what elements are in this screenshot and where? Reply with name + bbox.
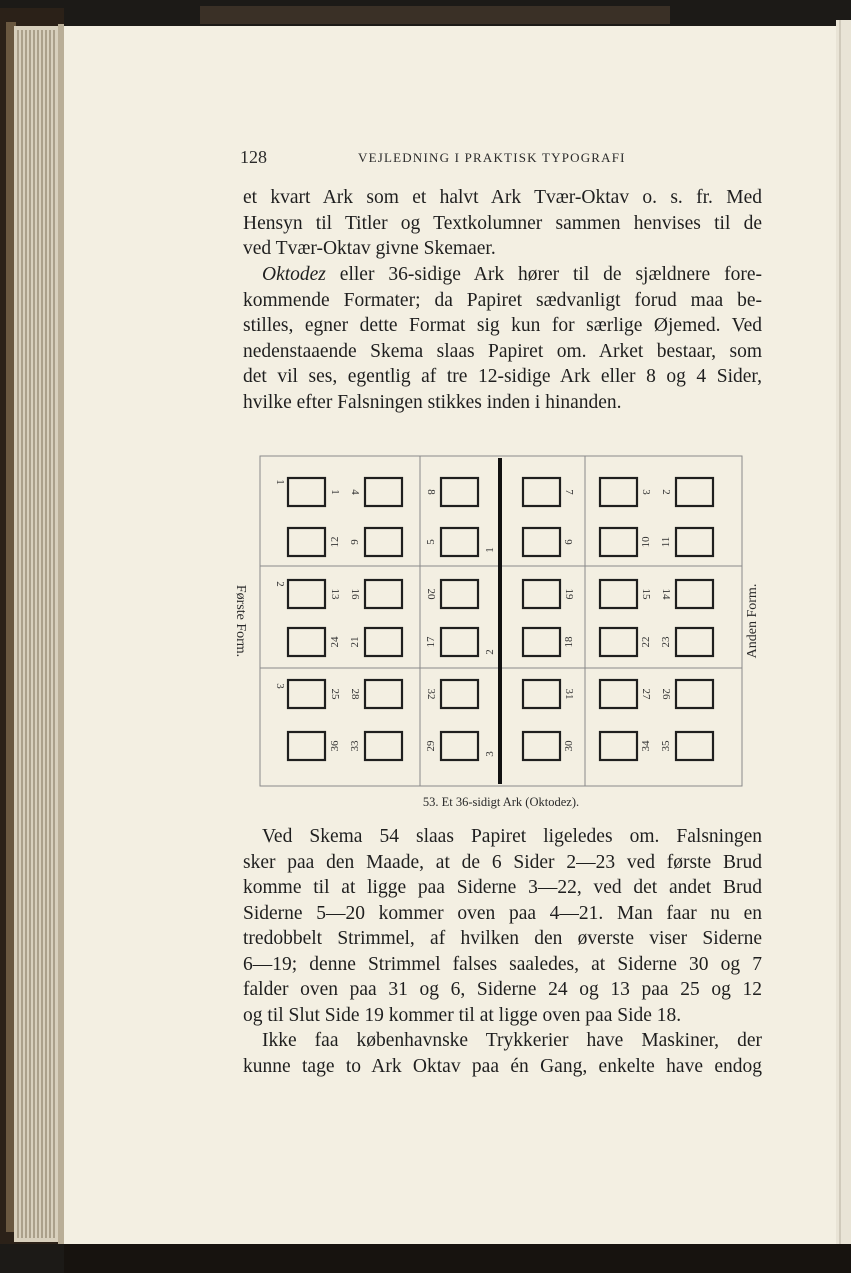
page-box bbox=[441, 732, 478, 760]
page-number-label: 7 bbox=[563, 489, 575, 495]
page-number-label: 8 bbox=[425, 489, 437, 495]
page-number-label: 5 bbox=[425, 539, 437, 545]
page-number-label: 34 bbox=[640, 740, 652, 752]
text-line: stilles, egner dette Format sig kun for særlige Øjemed. Ved bbox=[243, 315, 762, 336]
page-box bbox=[600, 528, 637, 556]
page-number-label: 30 bbox=[563, 740, 575, 752]
page-box bbox=[676, 732, 713, 760]
page-number-label: 12 bbox=[329, 536, 341, 548]
signature-number: 2 bbox=[484, 649, 496, 655]
page-number-label: 19 bbox=[563, 588, 575, 600]
page-box bbox=[523, 732, 560, 760]
page-box bbox=[600, 628, 637, 656]
page-number-label: 9 bbox=[349, 539, 361, 545]
page-box bbox=[365, 528, 402, 556]
signature-number: 3 bbox=[484, 751, 496, 757]
page-number-label: 36 bbox=[329, 740, 341, 752]
page-number-label: 24 bbox=[329, 636, 341, 648]
page-number-label: 20 bbox=[425, 588, 437, 600]
page-number-label: 2 bbox=[660, 489, 672, 495]
page-box bbox=[441, 628, 478, 656]
page-number-label: 22 bbox=[640, 636, 652, 648]
page-box bbox=[365, 580, 402, 608]
text-line: Siderne 5—20 kommer oven paa 4—21. Man faar nu en bbox=[243, 902, 762, 924]
page-box bbox=[365, 732, 402, 760]
signature-number: 1 bbox=[274, 479, 286, 485]
page-box bbox=[600, 732, 637, 760]
page-number-label: 4 bbox=[349, 489, 361, 495]
page-box bbox=[676, 528, 713, 556]
page-box bbox=[523, 478, 560, 506]
signature-number: 3 bbox=[274, 683, 286, 689]
first-form-label: Første Form. bbox=[233, 584, 248, 658]
page-number-label: 15 bbox=[640, 588, 652, 600]
running-head: VEJLEDNING I PRAKTISK TYPOGRAFI bbox=[358, 150, 626, 165]
page-box bbox=[365, 680, 402, 708]
page-box bbox=[288, 580, 325, 608]
page-number-label: 25 bbox=[329, 688, 341, 700]
page-box bbox=[441, 580, 478, 608]
page-number-label: 32 bbox=[425, 688, 437, 700]
page-box bbox=[288, 478, 325, 506]
page-box bbox=[676, 580, 713, 608]
text-line: komme til at ligge paa Siderne 3—22, ved det andet Brud bbox=[243, 877, 762, 898]
text-line: og til Slut Side 19 kommer til at ligge oven paa Side 18. bbox=[243, 1004, 682, 1026]
page-number-label: 18 bbox=[563, 636, 575, 648]
text-line: det vil ses, egentlig af tre 12-sidige Ark eller 8 og 4 Sider, bbox=[243, 366, 762, 387]
text-line: Hensyn til Titler og Textkolumner sammen henvises til de bbox=[243, 212, 762, 234]
text-line: kommende Formater; da Papiret sædvanligt forud maa be- bbox=[243, 289, 762, 311]
text-line: Ved Skema 54 slaas Papiret ligeledes om. Falsningen bbox=[262, 826, 762, 847]
text-line: et kvart Ark som et halvt Ark Tvær-Oktav o. s. fr. Med bbox=[243, 187, 762, 208]
term-oktodez: Oktodez bbox=[262, 264, 326, 285]
second-form-label: Anden Form. bbox=[745, 583, 760, 659]
page-number-label: 29 bbox=[425, 740, 437, 752]
page-box bbox=[441, 528, 478, 556]
page-number-label: 21 bbox=[349, 636, 361, 648]
page-box bbox=[676, 478, 713, 506]
page-number-label: 10 bbox=[640, 536, 652, 548]
signature-number: 2 bbox=[274, 581, 286, 587]
page-number-label: 17 bbox=[425, 636, 437, 648]
text-line: nedenstaaende Skema slaas Papiret om. Arket bestaar, som bbox=[243, 340, 762, 362]
page-number-label: 23 bbox=[660, 636, 672, 648]
figure-caption: 53. Et 36-sidigt Ark (Oktodez). bbox=[422, 795, 580, 809]
page-box bbox=[441, 478, 478, 506]
text-line: Oktodez eller 36-sidige Ark hører til de sjældnere fore- bbox=[262, 264, 762, 285]
page-number: 128 bbox=[240, 147, 267, 167]
text-line: falder oven paa 31 og 6, Siderne 24 og 13 paa 25 og 12 bbox=[243, 979, 762, 1000]
page-box bbox=[600, 580, 637, 608]
page-box bbox=[523, 628, 560, 656]
page-box bbox=[676, 628, 713, 656]
page-number-label: 27 bbox=[640, 688, 652, 700]
text-line: Ikke faa københavnske Trykkerier have Maskiner, der bbox=[262, 1030, 762, 1051]
text-line: ved Tvær-Oktav givne Skemaer. bbox=[243, 238, 496, 259]
page-number-label: 28 bbox=[349, 688, 361, 700]
text-line: hvilke efter Falsningen stikkes inden i hinanden. bbox=[243, 391, 622, 413]
text-line: 6—19; denne Strimmel falses saaledes, at Siderne 30 og 7 bbox=[243, 953, 762, 975]
page-box bbox=[523, 680, 560, 708]
page-box bbox=[288, 628, 325, 656]
page-box bbox=[365, 628, 402, 656]
page-box bbox=[600, 478, 637, 506]
page-number-label: 13 bbox=[329, 588, 341, 600]
signature-number: 1 bbox=[484, 547, 496, 553]
page-number-label: 26 bbox=[660, 688, 672, 700]
page-box bbox=[523, 528, 560, 556]
page-number-label: 33 bbox=[349, 740, 361, 752]
page-box bbox=[441, 680, 478, 708]
page-number-label: 35 bbox=[660, 740, 672, 752]
text-line: tredobbelt Strimmel, af hvilken den øverste viser Siderne bbox=[243, 928, 762, 949]
page-number-label: 14 bbox=[660, 588, 672, 600]
page-box bbox=[365, 478, 402, 506]
page-number-label: 3 bbox=[640, 489, 652, 495]
page-box bbox=[288, 680, 325, 708]
page-box bbox=[600, 680, 637, 708]
page-number-label: 31 bbox=[563, 688, 575, 700]
page-box bbox=[288, 528, 325, 556]
page-number-label: 16 bbox=[349, 588, 361, 600]
page-box bbox=[523, 580, 560, 608]
text-line: kunne tage to Ark Oktav paa én Gang, enkelte have endog bbox=[243, 1055, 762, 1077]
page-number-label: 11 bbox=[660, 536, 672, 548]
page-number-label: 1 bbox=[329, 489, 341, 495]
page-box bbox=[288, 732, 325, 760]
page-box bbox=[676, 680, 713, 708]
page-number-label: 6 bbox=[563, 539, 575, 545]
text-line: sker paa den Maade, at de 6 Sider 2—23 ved første Brud bbox=[243, 851, 762, 873]
